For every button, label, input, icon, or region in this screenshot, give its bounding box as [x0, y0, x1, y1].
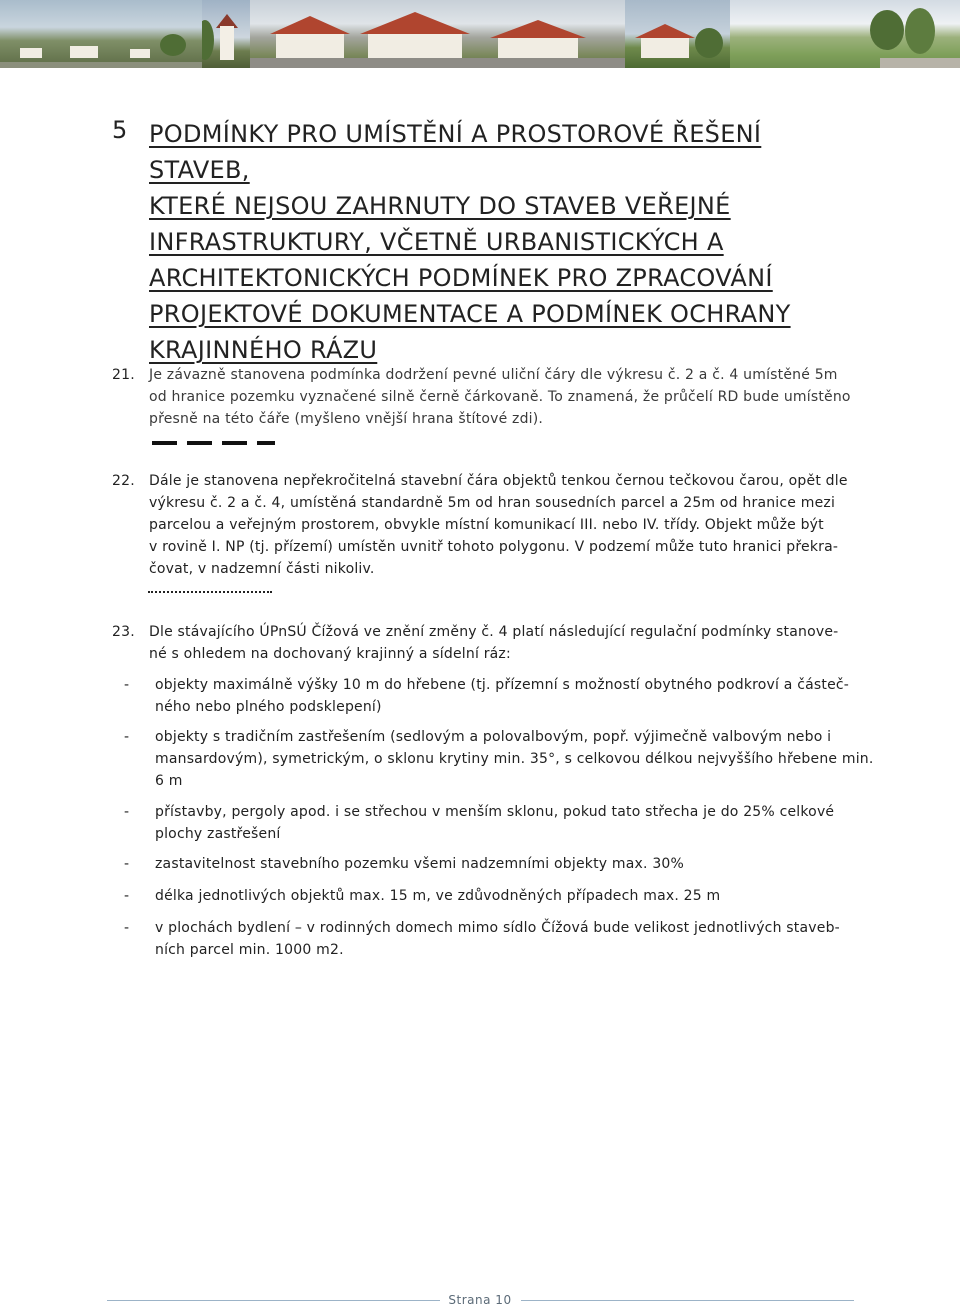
bullet-line: objekty s tradičním zastřešením (sedlovým a polovalbovým, popř. výjimečně valbovým nebo i: [155, 729, 832, 745]
bullet-line: přístavby, pergoly apod. i se střechou v menším sklonu, pokud tato střecha je do 25% celkové: [155, 804, 835, 820]
paragraph-line: výkresu č. 2 a č. 4, umístěná standardně 5m od hran sousedních parcel a 25m od hranice mezi: [149, 495, 836, 511]
bullet-marker: -: [124, 729, 130, 745]
bullet-line: ních parcel min. 1000 m2.: [155, 942, 344, 958]
section-title-line: ARCHITEKTONICKÝCH PODMÍNEK PRO ZPRACOVÁNÍ: [149, 264, 773, 292]
bullet-item: [155, 917, 855, 961]
page-number: Strana 10: [448, 1293, 512, 1307]
bullet-item: [155, 801, 855, 845]
bullet-line: v plochách bydlení – v rodinných domech mimo sídlo Čížová bude velikost jednotlivých staveb-: [155, 920, 840, 936]
bullet-marker: -: [124, 677, 130, 693]
paragraph-line: Dále je stanovena nepřekročitelná stavební čára objektů tenkou černou tečkovou čarou, opět dle: [149, 473, 848, 489]
houses-green-photo: [625, 0, 730, 68]
new-houses-photo: [250, 0, 625, 68]
bullet-line: zastavitelnost stavebního pozemku všemi nadzemními objekty max. 30%: [155, 856, 685, 872]
section-title-line: KRAJINNÉHO RÁZU: [149, 336, 378, 364]
paragraph-line: Je závazně stanovena podmínka dodržení pevné uliční čáry dle výkresu č. 2 a č. 4 umístěné 5m: [149, 367, 838, 383]
paragraph-line: čovat, v nadzemní části nikoliv.: [149, 561, 375, 577]
paragraph-line: Dle stávajícího ÚPnSÚ Čížová ve znění změny č. 4 platí následující regulační podmínky stanove-: [149, 624, 839, 640]
bullet-line: 6 m: [155, 773, 183, 789]
paragraph-line: v rovině I. NP (tj. přízemí) umístěn uvnitř tohoto polygonu. V podzemí může tuto hranici překra-: [149, 539, 839, 555]
paragraph-number: 22.: [112, 473, 135, 489]
paragraph-line: né s ohledem na dochovaný krajinný a sídelní ráz:: [149, 646, 511, 662]
paragraph-number: 21.: [112, 367, 135, 383]
section-title-line: PODMÍNKY PRO UMÍSTĚNÍ A PROSTOROVÉ ŘEŠENÍ STAVEB,: [149, 120, 762, 184]
section-title-line: KTERÉ NEJSOU ZAHRNUTY DO STAVEB VEŘEJNÉ: [149, 192, 731, 220]
footer-rule: [521, 1300, 854, 1301]
bullet-marker: -: [124, 888, 130, 904]
bullet-item: [155, 853, 855, 875]
chapel-photo: [202, 0, 250, 68]
bullet-line: plochy zastřešení: [155, 826, 281, 842]
bullet-marker: -: [124, 804, 130, 820]
paragraph-21: [149, 364, 849, 430]
footer-rule: [107, 1300, 440, 1301]
bullet-marker: -: [124, 920, 130, 936]
header-photo-strip: [0, 0, 960, 68]
village-panorama-photo: [0, 0, 202, 68]
paragraph-23: [149, 621, 849, 665]
street-line-legend-dashes: [152, 441, 275, 445]
section-title-line: PROJEKTOVÉ DOKUMENTACE A PODMÍNEK OCHRANY: [149, 300, 791, 328]
bullet-line: objekty maximálně výšky 10 m do hřebene (tj. přízemní s možností obytného podkroví a částeč-: [155, 677, 850, 693]
bullet-line: mansardovým), symetrickým, o sklonu krytiny min. 35°, s celkovou délkou nejvyššího hřebene min.: [155, 751, 874, 767]
section-number: 5: [112, 116, 128, 144]
paragraph-number: 23.: [112, 624, 135, 640]
bullet-item: [155, 885, 855, 907]
paragraph-line: přesně na této čáře (myšleno vnější hrana štítové zdi).: [149, 411, 544, 427]
building-line-legend-dots: [148, 591, 272, 593]
bullet-line: ného nebo plného podsklepení): [155, 699, 382, 715]
meadow-road-photo: [730, 0, 960, 68]
paragraph-line: parcelou a veřejným prostorem, obvykle místní komunikací III. nebo IV. třídy. Objekt může být: [149, 517, 824, 533]
bullet-marker: -: [124, 856, 130, 872]
section-title-line: INFRASTRUKTURY, VČETNĚ URBANISTICKÝCH A: [149, 228, 724, 256]
bullet-line: délka jednotlivých objektů max. 15 m, ve zdůvodněných případech max. 25 m: [155, 888, 721, 904]
paragraph-line: od hranice pozemku vyznačené silně černě čárkovaně. To znamená, že průčelí RD bude umístěno: [149, 389, 851, 405]
section-title: [149, 116, 849, 368]
bullet-item: [155, 674, 855, 718]
paragraph-22: [149, 470, 849, 580]
bullet-item: [155, 726, 874, 792]
